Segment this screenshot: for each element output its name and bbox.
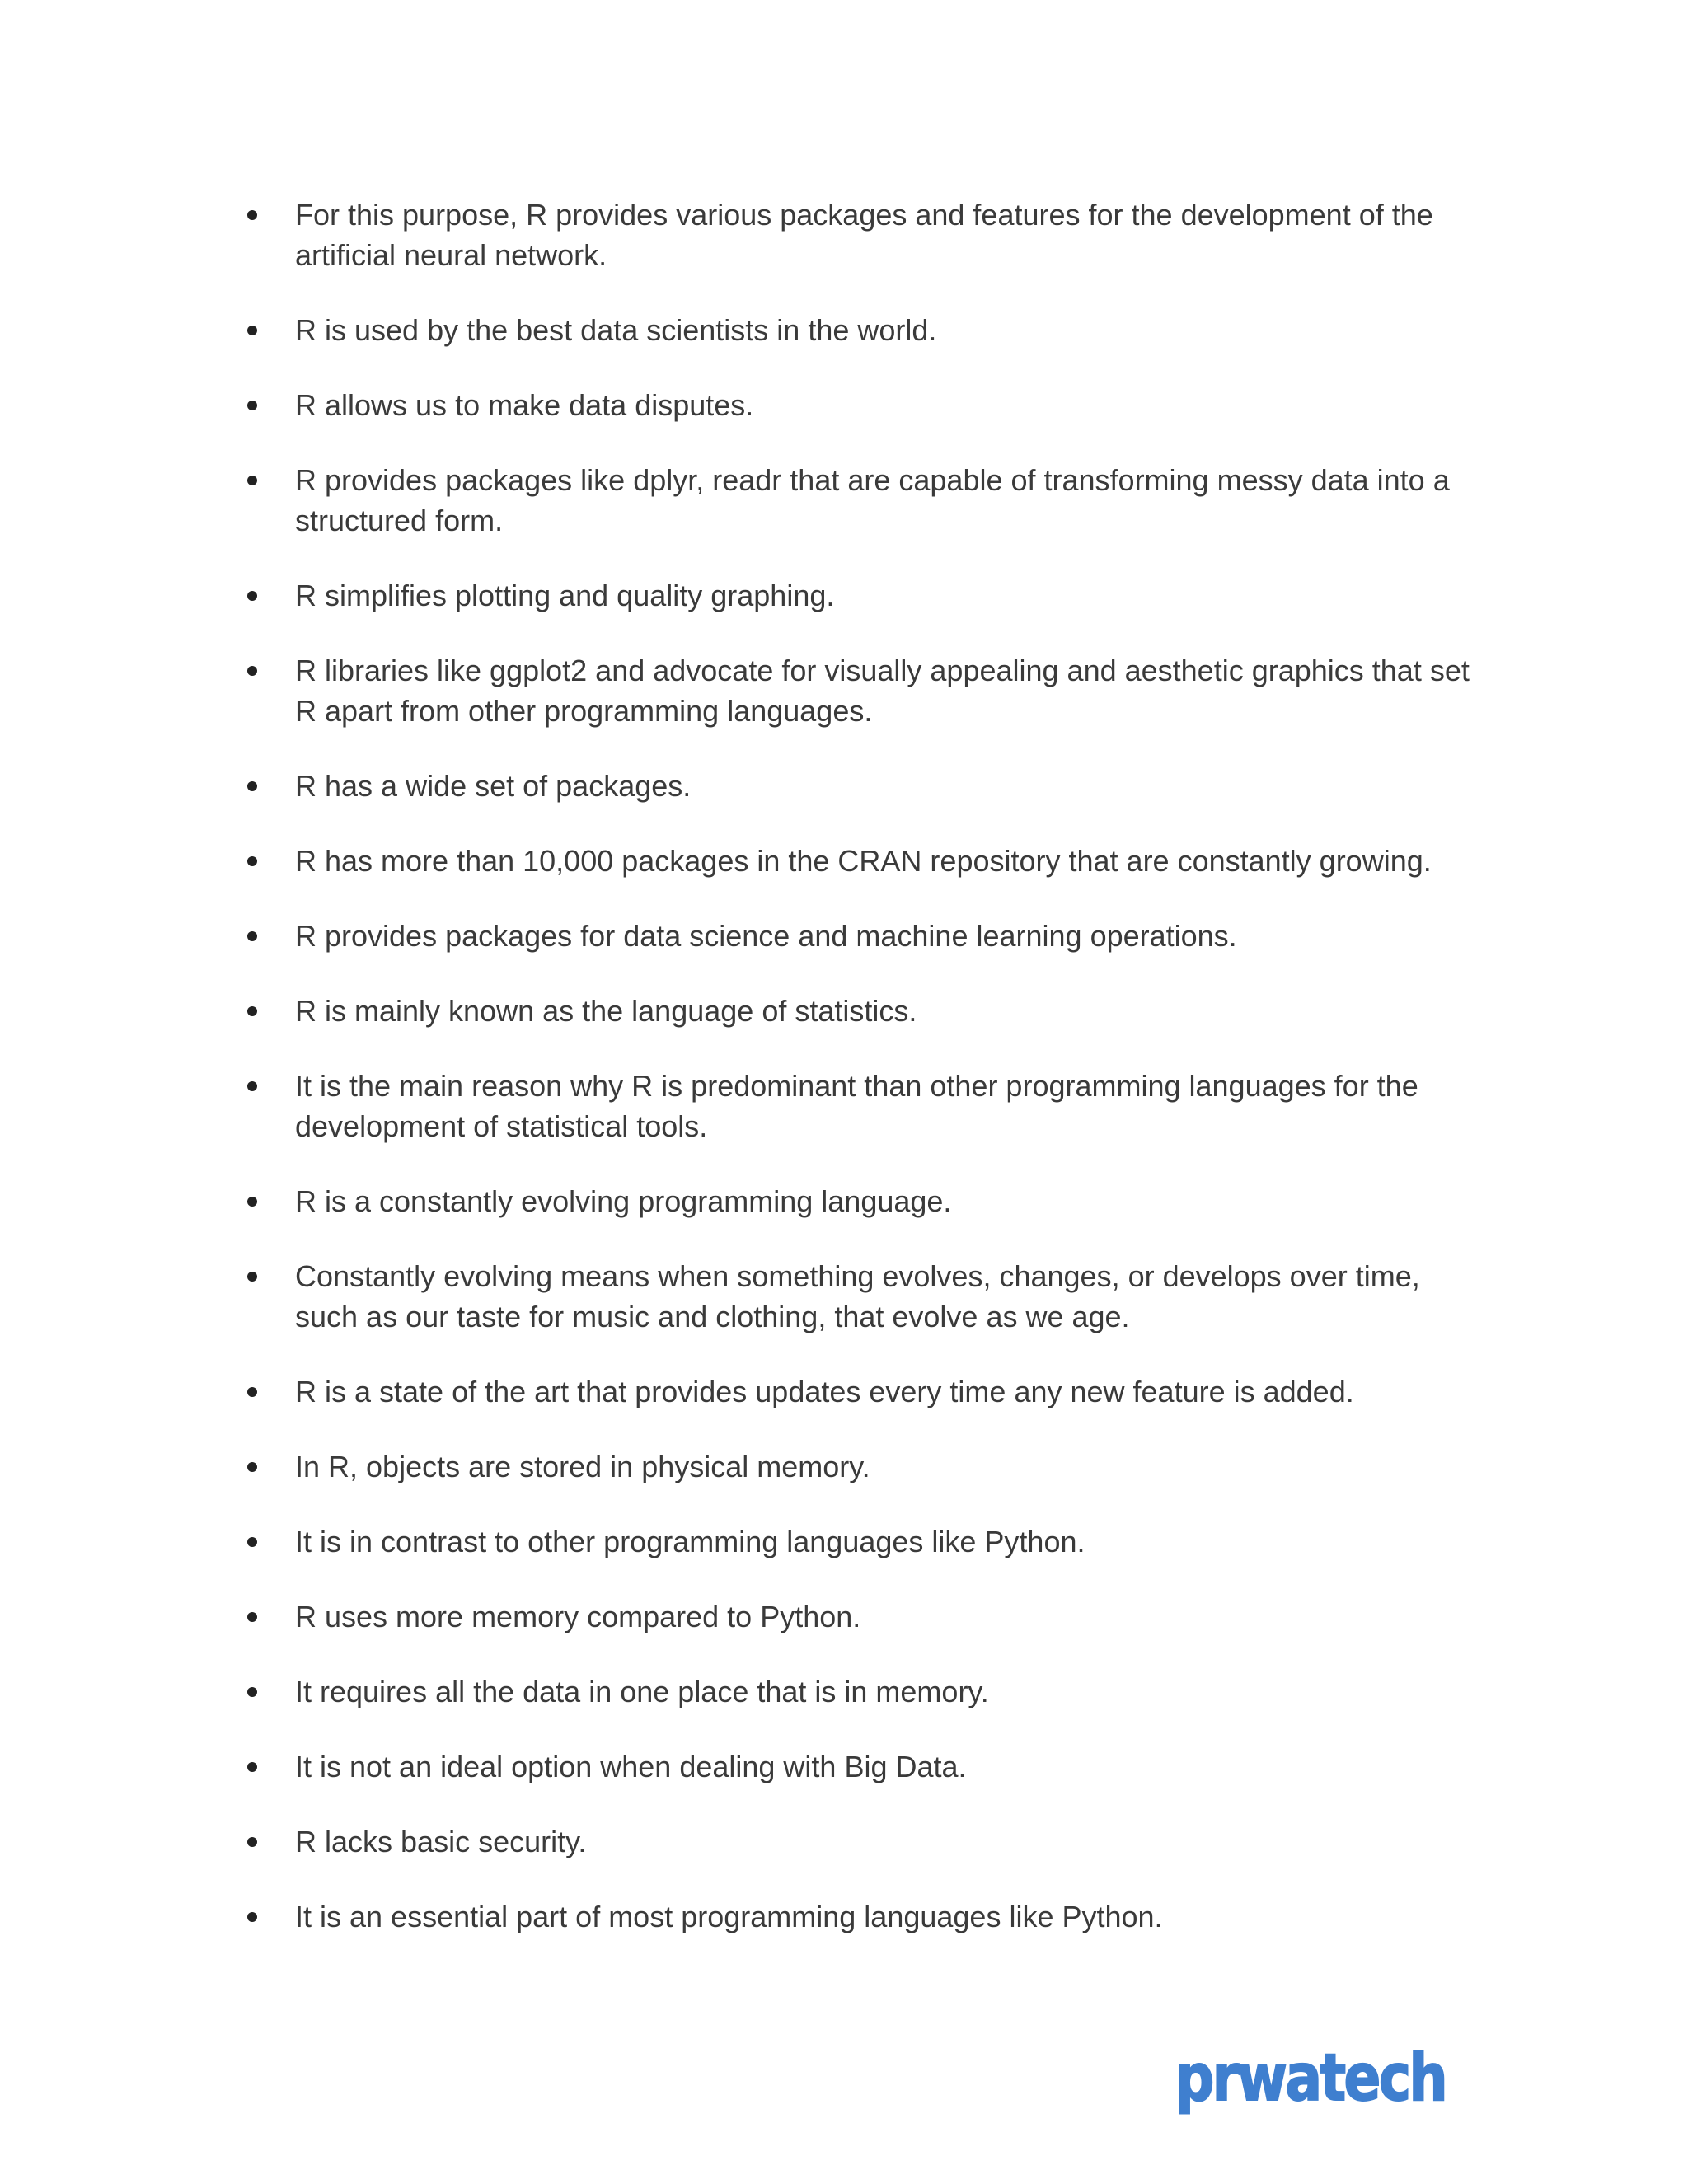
bullet-icon [247, 931, 257, 941]
bullet-list [247, 194, 1484, 1971]
bullet-icon [247, 1537, 257, 1547]
list-item-text: R is a state of the art that provides updates every time any new feature is added. [295, 1375, 1354, 1408]
bullet-icon [247, 401, 257, 410]
list-item-text: R has more than 10,000 packages in the CRAN repository that are constantly growing. [295, 844, 1432, 878]
bullet-icon [247, 1762, 257, 1772]
list-item-text: It is the main reason why R is predominant than other programming languages for the development of statistical tools. [295, 1069, 1418, 1143]
list-item [247, 1181, 1484, 1221]
list-item [247, 1066, 1484, 1146]
bullet-icon [247, 666, 257, 676]
bullet-icon [247, 476, 257, 485]
list-item-text: R libraries like ggplot2 and advocate for visually appealing and aesthetic graphics that set R apart from other programming languages. [295, 654, 1470, 728]
list-item [247, 841, 1484, 881]
bullet-icon [247, 1387, 257, 1397]
list-item [247, 310, 1484, 350]
bullet-icon [247, 1687, 257, 1697]
list-item-text: R lacks basic security. [295, 1825, 587, 1858]
bullet-icon [247, 1462, 257, 1472]
list-item [247, 194, 1484, 275]
list-item [247, 1746, 1484, 1787]
bullet-icon [247, 1912, 257, 1922]
list-item-text: R uses more memory compared to Python. [295, 1600, 861, 1633]
list-item [247, 916, 1484, 956]
list-item [247, 1446, 1484, 1487]
prwatech-logo [1170, 2036, 1451, 2143]
bullet-icon [247, 781, 257, 791]
list-item [247, 991, 1484, 1031]
list-item [247, 460, 1484, 541]
bullet-icon [247, 1006, 257, 1016]
bullet-icon [247, 210, 257, 220]
list-item [247, 1371, 1484, 1412]
bullet-icon [247, 856, 257, 866]
list-item-text: Constantly evolving means when something evolves, changes, or develops over time, such as our taste for music and clothing, that evolve as we age. [295, 1259, 1420, 1333]
bullet-icon [247, 326, 257, 335]
list-item [247, 1521, 1484, 1562]
list-item [247, 650, 1484, 731]
list-item-text: In R, objects are stored in physical memory. [295, 1450, 870, 1483]
bullet-icon [247, 1612, 257, 1622]
list-item-text: For this purpose, R provides various packages and features for the development of the artificial neural network. [295, 198, 1433, 272]
list-item [247, 1596, 1484, 1637]
bullet-icon [247, 591, 257, 601]
list-item-text: It is in contrast to other programming languages like Python. [295, 1525, 1085, 1558]
list-item-text: R is used by the best data scientists in the world. [295, 313, 937, 347]
list-item-text: R simplifies plotting and quality graphing. [295, 579, 835, 612]
logo-text: prwatech [1175, 2041, 1446, 2116]
list-item [247, 1256, 1484, 1337]
list-item-text: R is mainly known as the language of statistics. [295, 994, 917, 1028]
bullet-icon [247, 1081, 257, 1091]
bullet-icon [247, 1837, 257, 1847]
list-item [247, 1671, 1484, 1712]
list-item [247, 1821, 1484, 1862]
list-item-text: R is a constantly evolving programming language. [295, 1184, 952, 1218]
list-item-text: It is an essential part of most programming languages like Python. [295, 1900, 1163, 1933]
list-item [247, 766, 1484, 806]
bullet-icon [247, 1197, 257, 1207]
list-item-text: R provides packages for data science and machine learning operations. [295, 919, 1237, 953]
list-item-text: R provides packages like dplyr, readr that are capable of transforming messy data into a structured form. [295, 463, 1450, 537]
list-item-text: R has a wide set of packages. [295, 769, 692, 803]
list-item [247, 385, 1484, 425]
list-item [247, 1896, 1484, 1937]
list-item [247, 575, 1484, 616]
list-item-text: R allows us to make data disputes. [295, 388, 754, 422]
list-item-text: It is not an ideal option when dealing with Big Data. [295, 1750, 967, 1783]
list-item-text: It requires all the data in one place that is in memory. [295, 1675, 989, 1708]
bullet-icon [247, 1272, 257, 1282]
